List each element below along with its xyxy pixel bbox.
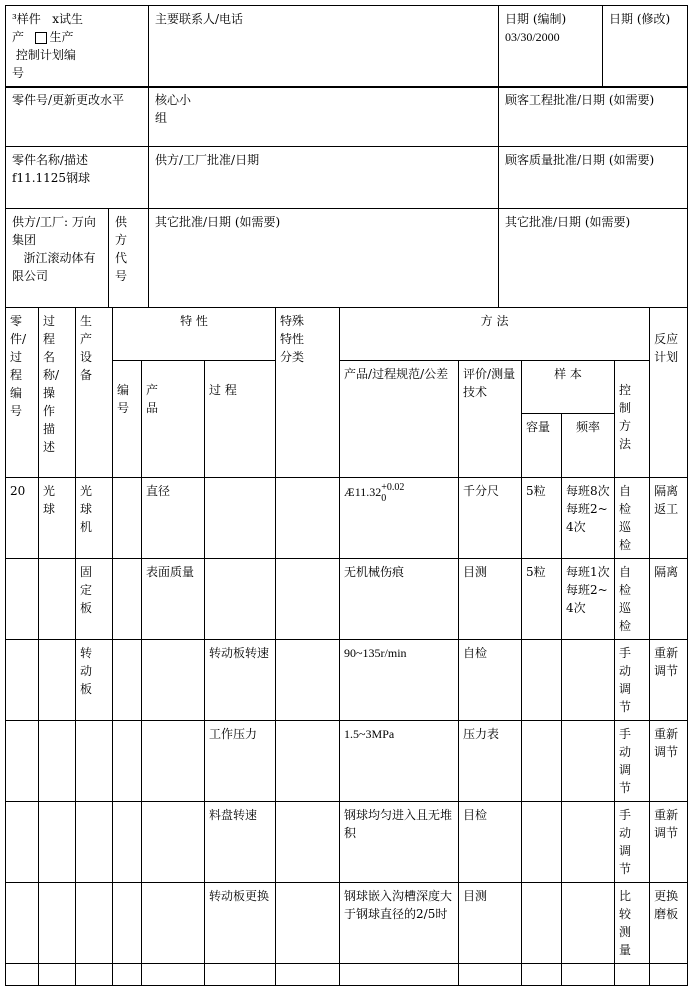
cell-no: [6, 883, 39, 964]
supplier-cell: [6, 209, 109, 308]
core-team-label: 核心小组: [155, 93, 192, 125]
cell-eval: 自检: [459, 640, 522, 721]
supplier-code-label: 供方代号: [115, 215, 128, 283]
cell-control: 自检巡检: [619, 484, 632, 552]
cell-eval: 目测: [459, 559, 522, 640]
cell-process-char: [205, 559, 276, 640]
cell-char-no: [113, 802, 142, 883]
cell-product: [142, 721, 205, 802]
cell-freq: [562, 964, 615, 986]
cell-reaction: 隔离: [650, 559, 688, 640]
cell-no: 20: [6, 478, 39, 559]
cell-char-no: [113, 559, 142, 640]
cell-spec: 钢球均匀进入且无堆积: [340, 802, 459, 883]
cell-product: [142, 802, 205, 883]
supplier-approval-label: 供方/工厂批准/日期: [155, 153, 260, 167]
cell-char-no: [113, 883, 142, 964]
control-plan-number-label-2: 号: [12, 66, 25, 80]
cell-control: 比较测量: [619, 889, 632, 957]
other-approval-1-cell: [149, 209, 499, 308]
contact-label: 主要联系人/电话: [155, 12, 244, 26]
cell-process-char: 料盘转速: [205, 802, 276, 883]
customer-quality-label: 顾客质量批准/日期 (如需要): [505, 153, 655, 167]
cell-special: [276, 721, 340, 802]
cell-process: 光球: [43, 484, 56, 516]
cell-spec: 90~135r/min: [340, 640, 459, 721]
spec-lower-tol: 0: [381, 493, 387, 504]
cell-control: 自检巡检: [619, 565, 632, 633]
cell-no: [6, 640, 39, 721]
cell-product: 表面质量: [142, 559, 205, 640]
cell-freq: [562, 883, 615, 964]
cell-eval: 千分尺: [459, 478, 522, 559]
cell-reaction: 重新调节: [650, 721, 688, 802]
cell-char-no: [113, 721, 142, 802]
supplier-code-cell: [109, 209, 149, 308]
col-char-no: [113, 361, 142, 478]
header-rows: [5, 86, 688, 308]
col-part-process-no-label: 零件/过程编号: [10, 314, 27, 418]
cell-reaction: [650, 964, 688, 986]
cell-eval: [459, 964, 522, 986]
col-sample-label: 样 本: [554, 367, 582, 381]
cell-freq: [562, 640, 615, 721]
cell-special: [276, 802, 340, 883]
cell-reaction: 重新调节: [650, 802, 688, 883]
cell-no: [6, 559, 39, 640]
production-label-a: 产: [12, 30, 25, 44]
col-reaction-plan-label: 反应计划: [654, 332, 679, 364]
cell-equip: 固定板: [80, 565, 93, 615]
cell-freq: [562, 721, 615, 802]
col-spec-tolerance: [340, 361, 459, 478]
control-plan-number-label: 控制计划编: [15, 48, 76, 62]
date-compiled-label: 日期 (编制): [505, 12, 567, 26]
col-char-process-label: 过 程: [209, 383, 237, 397]
col-sample-freq-label: 频率: [576, 420, 601, 434]
cell-no: [6, 802, 39, 883]
cell-product: [142, 640, 205, 721]
supplier-label: 供方/工厂:: [12, 215, 69, 229]
cell-control: 手动调节: [619, 727, 632, 795]
cell-control: 手动调节: [619, 646, 632, 714]
col-char-product: [142, 361, 205, 478]
production-label-b: 生产: [49, 30, 74, 44]
cell-product: [142, 883, 205, 964]
cell-special: [276, 964, 340, 986]
col-special-class: [276, 308, 340, 478]
col-reaction-plan: [650, 308, 688, 478]
cell-char-no: [113, 478, 142, 559]
other-approval-2-label: 其它批准/日期 (如需要): [505, 215, 631, 229]
table-row: [6, 640, 688, 721]
cell-process-char: 工作压力: [205, 721, 276, 802]
table-row: [6, 721, 688, 802]
part-name-value: f11.1125钢球: [12, 171, 91, 185]
cell-spec: 钢球嵌入沟槽深度大于钢球直径的2/5时: [340, 883, 459, 964]
core-team-cell: [149, 87, 499, 147]
table-row: [6, 802, 688, 883]
col-sample: [522, 361, 615, 414]
col-methods-label: 方 法: [480, 314, 509, 328]
cell-eval: 压力表: [459, 721, 522, 802]
cell-freq: 每班1次 每班2~4次: [562, 559, 615, 640]
cell-eval: 目测: [459, 883, 522, 964]
part-number-cell: [6, 87, 149, 147]
col-eval-technique: [459, 361, 522, 478]
table-row: [6, 559, 688, 640]
col-sample-freq: [562, 414, 615, 478]
cell-special: [276, 640, 340, 721]
cell-process-char: [205, 964, 276, 986]
cell-equip: 转动板: [80, 646, 93, 696]
control-plan-table: [5, 307, 688, 986]
cell-reaction: 更换磨板: [650, 883, 688, 964]
checkbox-icon[interactable]: [35, 32, 47, 44]
col-methods: [340, 308, 650, 361]
cell-freq: [562, 802, 615, 883]
cell-control: 手动调节: [619, 808, 632, 876]
col-control-method-label: 控制方法: [619, 383, 632, 451]
col-sample-size: [522, 414, 562, 478]
customer-eng-cell: [499, 87, 688, 147]
col-special-class-label: 特殊特性分类: [280, 314, 305, 364]
contact-cell: [149, 6, 499, 88]
cell-reaction: 重新调节: [650, 640, 688, 721]
cell-product: [142, 964, 205, 986]
col-characteristics: [113, 308, 276, 361]
cell-char-no: [113, 964, 142, 986]
plan-type-cell: [6, 6, 149, 88]
cell-size: [522, 721, 562, 802]
supplier-value-2: 浙江滚动体有限公司: [12, 251, 96, 283]
cell-special: [276, 559, 340, 640]
cell-size: [522, 964, 562, 986]
header-row-1: [5, 5, 688, 88]
customer-quality-cell: [499, 147, 688, 209]
col-equipment-label: 生产设备: [80, 314, 93, 382]
cell-size: [522, 883, 562, 964]
cell-reaction: 隔离返工: [650, 478, 688, 559]
col-equipment: [76, 308, 113, 478]
part-name-label: 零件名称/描述: [12, 153, 89, 167]
part-number-label: 零件号/更新更改水平: [12, 93, 125, 107]
cell-size: [522, 640, 562, 721]
cell-no: [6, 721, 39, 802]
cell-process-char: 转动板更换: [205, 883, 276, 964]
col-char-process: [205, 361, 276, 478]
cell-special: [276, 478, 340, 559]
cell-size: [522, 802, 562, 883]
cell-spec: 无机械伤痕: [340, 559, 459, 640]
date-compiled-value: 03/30/2000: [505, 30, 560, 44]
cell-special: [276, 883, 340, 964]
col-char-no-label: 编号: [117, 383, 130, 415]
spec-upper-tol: +0.02: [381, 482, 405, 493]
cell-process: [39, 964, 76, 986]
cell-process-char: 转动板转速: [205, 640, 276, 721]
prototype-label: ³样件: [12, 12, 41, 26]
cell-product: 直径: [142, 478, 205, 559]
cell-freq: 每班8次 每班2~4次: [562, 478, 615, 559]
col-char-product-label: 产品: [146, 383, 159, 415]
cell-spec: [340, 964, 459, 986]
cell-no: [6, 964, 39, 986]
cell-spec: 1.5~3MPa: [340, 721, 459, 802]
cell-size: 5粒: [522, 559, 562, 640]
supplier-value-1: 万向集团: [12, 215, 96, 247]
other-approval-1-label: 其它批准/日期 (如需要): [155, 215, 281, 229]
table-row: [6, 883, 688, 964]
cell-char-no: [113, 640, 142, 721]
customer-eng-label: 顾客工程批准/日期 (如需要): [505, 93, 655, 107]
cell-process-char: [205, 478, 276, 559]
col-control-method: [615, 361, 650, 478]
date-revised-label: 日期 (修改): [609, 12, 671, 26]
table-row: [6, 964, 688, 986]
date-revised-cell: [603, 6, 688, 88]
col-process-name-label: 过程名称/操作描述: [43, 314, 60, 454]
col-process-name: [39, 308, 76, 478]
col-part-process-no: [6, 308, 39, 478]
col-eval-technique-label: 评价/测量技术: [463, 367, 516, 399]
date-compiled-cell: [499, 6, 603, 88]
cell-eval: 目检: [459, 802, 522, 883]
other-approval-2-cell: [499, 209, 688, 308]
pilot-label: x试生: [52, 12, 84, 26]
col-spec-tolerance-label: 产品/过程规范/公差: [344, 367, 449, 381]
supplier-approval-cell: [149, 147, 499, 209]
col-characteristics-label: 特 性: [180, 314, 208, 328]
cell-control: [615, 964, 650, 986]
spec-value: Æ11.32: [344, 484, 382, 499]
table-row: [6, 478, 688, 559]
cell-equip: 光球机: [80, 484, 93, 534]
col-sample-size-label: 容量: [526, 420, 551, 434]
part-name-cell: [6, 147, 149, 209]
cell-spec: [340, 478, 459, 559]
cell-equip: [76, 964, 113, 986]
cell-size: 5粒: [522, 478, 562, 559]
